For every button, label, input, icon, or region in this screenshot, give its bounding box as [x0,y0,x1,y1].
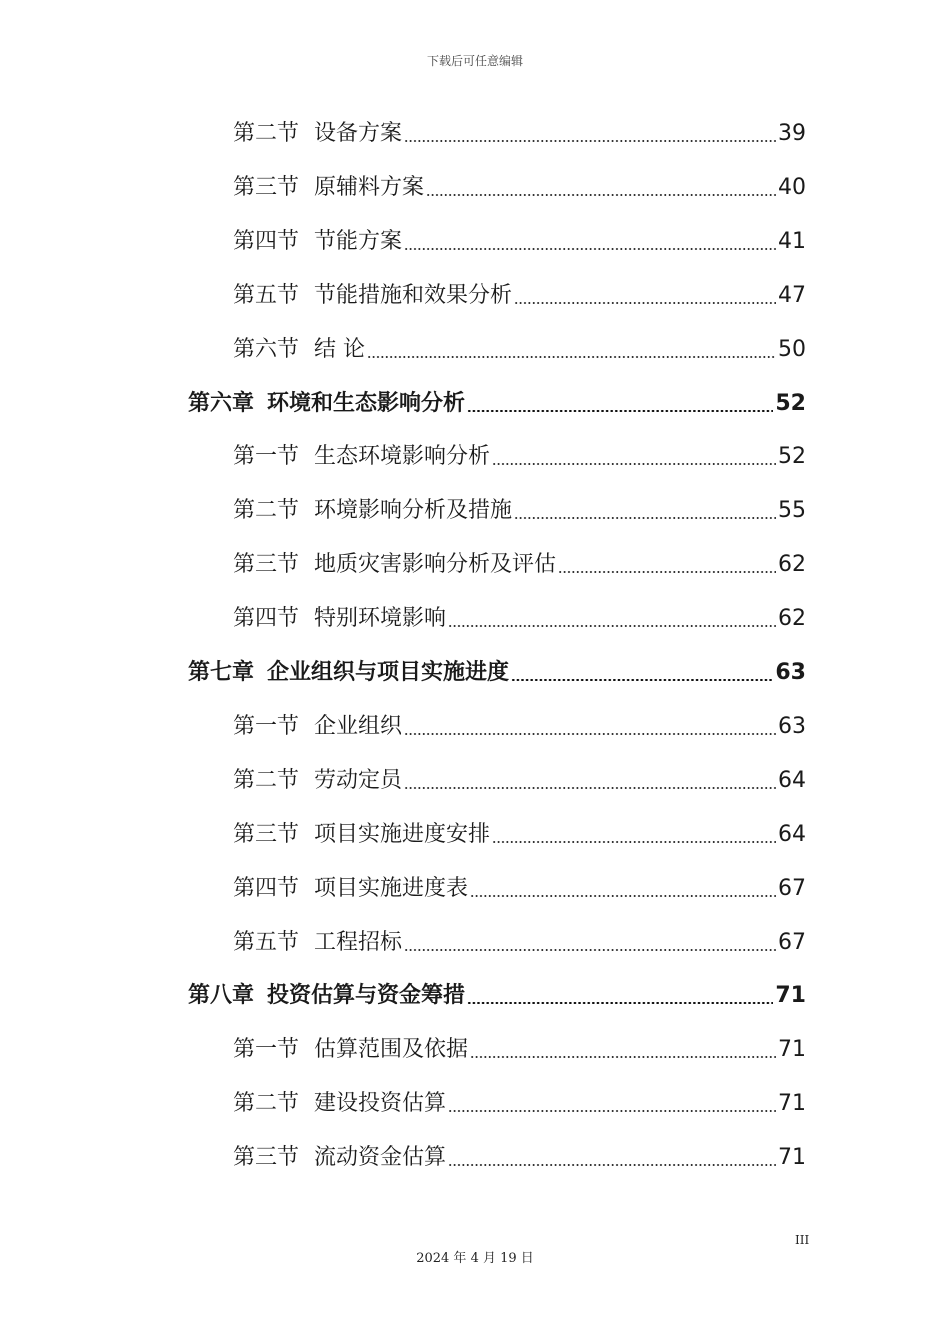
toc-entry-page: 50 [778,336,806,362]
toc-dot-leader [470,1056,776,1058]
toc-entry-number: 第二节 [233,498,300,524]
toc-section-entry[interactable] [233,707,806,747]
toc-section-entry[interactable] [233,599,806,639]
toc-entry-page: 71 [778,1037,806,1063]
toc-entry-title: 项目实施进度表 [314,875,469,901]
toc-entry-number: 第一节 [233,444,300,470]
toc-entry-page: 67 [778,929,806,955]
toc-dot-leader [470,895,776,897]
toc-entry-number: 第八章 [188,983,255,1009]
toc-dot-leader [448,625,776,627]
toc-entry-number: 第三节 [233,174,300,200]
toc-dot-leader [514,302,776,304]
toc-entry-number: 第一节 [233,1037,300,1063]
toc-entry-page: 62 [778,606,806,632]
toc-section-entry[interactable] [233,437,806,477]
toc-entry-page: 63 [775,660,806,685]
toc-section-entry[interactable] [233,1030,806,1070]
toc-entry-page: 62 [778,552,806,578]
toc-section-entry[interactable] [233,114,806,154]
toc-entry-title: 投资估算与资金筹措 [267,983,466,1009]
toc-entry-title: 结 论 [314,336,366,362]
toc-section-entry[interactable] [233,491,806,531]
toc-entry-number: 第三节 [233,552,300,578]
toc-entry-number: 第四节 [233,228,300,254]
toc-entry-title: 特别环境影响 [314,606,447,632]
toc-entry-number: 第二节 [233,767,300,793]
toc-dot-leader [558,571,776,573]
toc-entry-title: 建设投资估算 [314,1091,447,1117]
toc-dot-leader [492,841,776,843]
toc-entry-number: 第四节 [233,875,300,901]
toc-dot-leader [448,1110,776,1112]
toc-entry-number: 第三节 [233,821,300,847]
toc-section-entry[interactable] [233,923,806,963]
toc-entry-title: 设备方案 [314,121,403,146]
toc-entry-title: 估算范围及依据 [314,1037,469,1063]
toc-entry-number: 第五节 [233,282,300,308]
toc-entry-page: 71 [778,1091,806,1117]
toc-entry-title: 地质灾害影响分析及评估 [314,552,557,578]
toc-entry-title: 企业组织 [314,713,403,739]
toc-dot-leader [511,679,773,681]
toc-dot-leader [367,356,776,358]
toc-entry-title: 原辅料方案 [314,174,425,200]
toc-entry-title: 节能方案 [314,228,403,254]
toc-entry-title: 环境和生态影响分析 [267,390,466,416]
toc-entry-title: 项目实施进度安排 [314,821,491,847]
toc-section-entry[interactable] [233,168,806,208]
toc-entry-page: 63 [778,713,806,739]
toc-entry-title: 工程招标 [314,929,403,955]
toc-entry-page: 52 [778,444,806,470]
toc-entry-number: 第一节 [233,713,300,739]
toc-entry-page: 64 [778,767,806,793]
toc-entry-page: 47 [778,282,806,308]
toc-dot-leader [404,733,776,735]
toc-entry-number: 第二节 [233,121,300,146]
toc-entry-title: 流动资金估算 [314,1145,447,1171]
toc-entry-page: 55 [778,498,806,524]
toc-dot-leader [514,517,776,519]
toc-entry-title: 环境影响分析及措施 [314,498,513,524]
toc-dot-leader [467,410,773,412]
toc-entry-number: 第三节 [233,1145,300,1171]
toc-chapter-entry[interactable] [188,653,806,693]
page-number: III [795,1233,810,1247]
toc-dot-leader [426,194,776,196]
toc-entry-title: 生态环境影响分析 [314,444,491,470]
toc-entry-page: 71 [778,1145,806,1171]
toc-entry-title: 劳动定员 [314,767,403,793]
toc-entry-number: 第七章 [188,660,255,685]
toc-chapter-entry[interactable] [188,976,806,1016]
toc-section-entry[interactable] [233,815,806,855]
toc-entry-page: 40 [778,174,806,200]
page-header-note: 下载后可任意编辑 [426,54,523,68]
toc-entry-number: 第六节 [233,336,300,362]
toc-entry-page: 67 [778,875,806,901]
toc-dot-leader [404,140,776,142]
toc-dot-leader [467,1002,773,1004]
toc-entry-page: 71 [775,983,806,1009]
toc-section-entry[interactable] [233,1084,806,1124]
toc-chapter-entry[interactable] [188,384,806,424]
toc-dot-leader [404,949,776,951]
toc-section-entry[interactable] [233,869,806,909]
toc-entry-number: 第六章 [188,390,255,416]
toc-entry-number: 第二节 [233,1091,300,1117]
toc-section-entry[interactable] [233,1138,806,1178]
toc-entry-page: 41 [778,228,806,254]
toc-section-entry[interactable] [233,545,806,585]
toc-entry-page: 64 [778,821,806,847]
toc-entry-page: 52 [775,390,806,416]
toc-entry-title: 企业组织与项目实施进度 [267,660,510,685]
footer-date: 2024 年 4 月 19 日 [416,1251,534,1266]
toc-dot-leader [404,248,776,250]
toc-entry-number: 第四节 [233,606,300,632]
toc-dot-leader [492,463,776,465]
toc-section-entry[interactable] [233,330,806,370]
toc-entry-number: 第五节 [233,929,300,955]
toc-section-entry[interactable] [233,222,806,262]
toc-section-entry[interactable] [233,761,806,801]
toc-entry-title: 节能措施和效果分析 [314,282,513,308]
toc-dot-leader [404,787,776,789]
toc-dot-leader [448,1164,776,1166]
toc-section-entry[interactable] [233,276,806,316]
toc-entry-page: 39 [778,121,806,146]
